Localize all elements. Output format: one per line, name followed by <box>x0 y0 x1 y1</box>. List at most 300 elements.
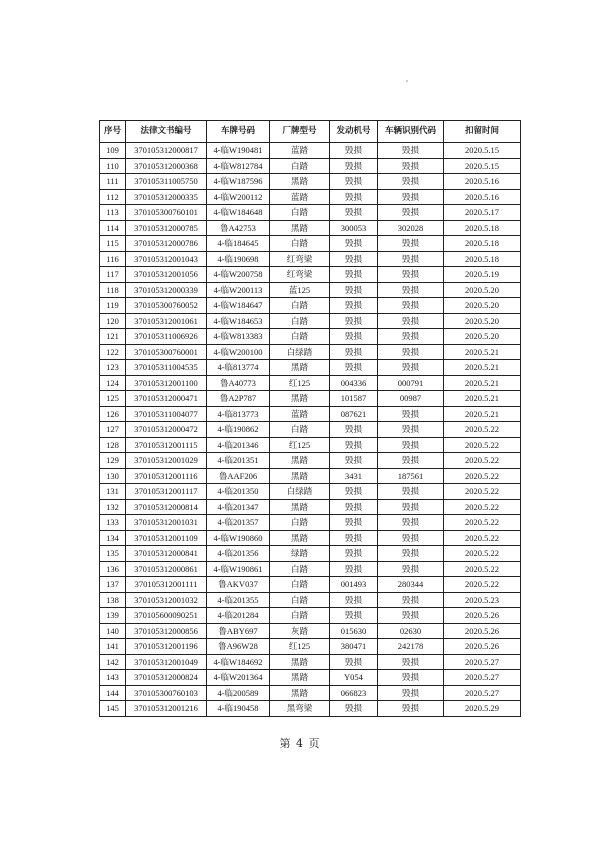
vin-cell: 毁损 <box>378 654 444 670</box>
table-row <box>100 685 521 701</box>
plate-number-cell: 4-临W813383 <box>207 329 270 345</box>
plate-number-cell: 4-临W190861 <box>207 561 270 577</box>
vehicle-model-cell: 红弯梁 <box>270 267 330 283</box>
engine-number-cell: 毁损 <box>330 453 378 469</box>
document-number-cell: 370105312001117 <box>126 484 207 500</box>
vin-cell: 毁损 <box>378 422 444 438</box>
detention-date-cell: 2020.5.22 <box>444 499 521 515</box>
document-number-cell: 370105600090251 <box>126 608 207 624</box>
detention-date-cell: 2020.5.29 <box>444 701 521 717</box>
engine-number-cell: 毁损 <box>330 546 378 562</box>
vehicle-model-cell: 红125 <box>270 437 330 453</box>
plate-number-cell: 4-临190698 <box>207 251 270 267</box>
table-row <box>100 158 521 174</box>
plate-number-cell: 4-临201357 <box>207 515 270 531</box>
row-number-cell: 130 <box>100 468 126 484</box>
detention-date-cell: 2020.5.22 <box>444 577 521 593</box>
document-number-cell: 370105312000368 <box>126 158 207 174</box>
vin-cell: 毁损 <box>378 251 444 267</box>
engine-number-cell: 毁损 <box>330 360 378 376</box>
vehicle-model-cell: 灰踏 <box>270 623 330 639</box>
plate-number-cell: 4-临W184653 <box>207 313 270 329</box>
engine-number-cell: 066823 <box>330 685 378 701</box>
row-number-cell: 109 <box>100 143 126 159</box>
document-number-cell: 370105312000471 <box>126 391 207 407</box>
vin-cell: 毁损 <box>378 282 444 298</box>
row-number-cell: 120 <box>100 313 126 329</box>
detention-date-cell: 2020.5.15 <box>444 143 521 159</box>
engine-number-cell: 毁损 <box>330 701 378 717</box>
vehicle-model-cell: 蓝125 <box>270 282 330 298</box>
plate-number-cell: 4-临W200113 <box>207 282 270 298</box>
plate-number-cell: 4-临W200758 <box>207 267 270 283</box>
detention-date-cell: 2020.5.26 <box>444 639 521 655</box>
table-row <box>100 468 521 484</box>
document-number-cell: 370105312001043 <box>126 251 207 267</box>
vehicle-model-cell: 白踏 <box>270 313 330 329</box>
detention-date-cell: 2020.5.20 <box>444 298 521 314</box>
table-header-row <box>100 121 521 143</box>
vehicle-model-cell: 黑踏 <box>270 453 330 469</box>
header-cell: 车辆识别代码 <box>378 121 444 143</box>
plate-number-cell: 4-临201351 <box>207 453 270 469</box>
table-row <box>100 375 521 391</box>
engine-number-cell: 毁损 <box>330 422 378 438</box>
vehicle-model-cell: 黑弯梁 <box>270 701 330 717</box>
vin-cell: 毁损 <box>378 701 444 717</box>
engine-number-cell: 毁损 <box>330 608 378 624</box>
row-number-cell: 135 <box>100 546 126 562</box>
vin-cell: 242178 <box>378 639 444 655</box>
table-row <box>100 344 521 360</box>
vin-cell: 毁损 <box>378 174 444 190</box>
detention-date-cell: 2020.5.21 <box>444 360 521 376</box>
row-number-cell: 121 <box>100 329 126 345</box>
detention-date-cell: 2020.5.19 <box>444 267 521 283</box>
document-number-cell: 370105312000824 <box>126 670 207 686</box>
vehicle-model-cell: 蓝踏 <box>270 406 330 422</box>
document-number-cell: 370105312000335 <box>126 189 207 205</box>
plate-number-cell: 4-临201355 <box>207 592 270 608</box>
detention-date-cell: 2020.5.23 <box>444 592 521 608</box>
table-row <box>100 701 521 717</box>
vin-cell: 毁损 <box>378 608 444 624</box>
document-number-cell: 370105312001031 <box>126 515 207 531</box>
detention-date-cell: 2020.5.22 <box>444 546 521 562</box>
detention-date-cell: 2020.5.18 <box>444 236 521 252</box>
plate-number-cell: 4-临W190860 <box>207 530 270 546</box>
document-number-cell: 370105312001216 <box>126 701 207 717</box>
header-cell: 车牌号码 <box>207 121 270 143</box>
table-row <box>100 577 521 593</box>
table-row <box>100 422 521 438</box>
engine-number-cell: 毁损 <box>330 484 378 500</box>
plate-number-cell: 鲁A96W28 <box>207 639 270 655</box>
table-row <box>100 236 521 252</box>
row-number-cell: 129 <box>100 453 126 469</box>
detention-date-cell: 2020.5.21 <box>444 344 521 360</box>
vehicle-model-cell: 白绿踏 <box>270 344 330 360</box>
table-row <box>100 608 521 624</box>
table-row <box>100 189 521 205</box>
document-number-cell: 370105300760103 <box>126 685 207 701</box>
detention-date-cell: 2020.5.22 <box>444 422 521 438</box>
vehicle-model-cell: 白绿踏 <box>270 484 330 500</box>
vin-cell: 毁损 <box>378 344 444 360</box>
vehicle-model-cell: 蓝踏 <box>270 189 330 205</box>
vehicle-model-cell: 黑踏 <box>270 220 330 236</box>
vin-cell: 毁损 <box>378 484 444 500</box>
vin-cell: 毁损 <box>378 298 444 314</box>
table-row <box>100 670 521 686</box>
vehicle-model-cell: 白踏 <box>270 236 330 252</box>
table-row <box>100 267 521 283</box>
detention-date-cell: 2020.5.20 <box>444 282 521 298</box>
row-number-cell: 143 <box>100 670 126 686</box>
row-number-cell: 112 <box>100 189 126 205</box>
detention-date-cell: 2020.5.26 <box>444 608 521 624</box>
detention-date-cell: 2020.5.16 <box>444 189 521 205</box>
plate-number-cell: 4-临W184692 <box>207 654 270 670</box>
detention-date-cell: 2020.5.20 <box>444 329 521 345</box>
document-number-cell: 370105312000785 <box>126 220 207 236</box>
plate-number-cell: 鲁A2P787 <box>207 391 270 407</box>
engine-number-cell: 毁损 <box>330 205 378 221</box>
document-number-cell: 370105312001029 <box>126 453 207 469</box>
vehicle-model-cell: 红125 <box>270 375 330 391</box>
vin-cell: 毁损 <box>378 313 444 329</box>
detention-date-cell: 2020.5.16 <box>444 174 521 190</box>
plate-number-cell: 4-临W201364 <box>207 670 270 686</box>
vehicle-model-cell: 黑踏 <box>270 468 330 484</box>
table-row <box>100 530 521 546</box>
document-number-cell: 370105312001115 <box>126 437 207 453</box>
row-number-cell: 125 <box>100 391 126 407</box>
table-row <box>100 174 521 190</box>
document-number-cell: 370105312000786 <box>126 236 207 252</box>
plate-number-cell: 4-临201284 <box>207 608 270 624</box>
detention-date-cell: 2020.5.22 <box>444 437 521 453</box>
vehicle-model-cell: 白踏 <box>270 515 330 531</box>
detention-date-cell: 2020.5.22 <box>444 484 521 500</box>
row-number-cell: 141 <box>100 639 126 655</box>
vehicle-model-cell: 白踏 <box>270 592 330 608</box>
header-cell: 法律文书编号 <box>126 121 207 143</box>
row-number-cell: 111 <box>100 174 126 190</box>
vehicle-model-cell: 白踏 <box>270 577 330 593</box>
table-row <box>100 391 521 407</box>
vin-cell: 毁损 <box>378 236 444 252</box>
row-number-cell: 128 <box>100 437 126 453</box>
vehicle-model-cell: 黑踏 <box>270 530 330 546</box>
table-row <box>100 654 521 670</box>
document-number-cell: 370105312000817 <box>126 143 207 159</box>
vehicle-model-cell: 蓝踏 <box>270 143 330 159</box>
engine-number-cell: 毁损 <box>330 344 378 360</box>
vehicle-model-cell: 黑踏 <box>270 685 330 701</box>
table-row <box>100 143 521 159</box>
vehicle-model-cell: 黑踏 <box>270 654 330 670</box>
table-row <box>100 406 521 422</box>
vehicle-model-cell: 白踏 <box>270 422 330 438</box>
document-number-cell: 370105311004077 <box>126 406 207 422</box>
document-number-cell: 370105312001049 <box>126 654 207 670</box>
vehicle-model-cell: 白踏 <box>270 205 330 221</box>
row-number-cell: 119 <box>100 298 126 314</box>
row-number-cell: 134 <box>100 530 126 546</box>
table-body <box>100 143 521 717</box>
vin-cell: 毁损 <box>378 360 444 376</box>
row-number-cell: 123 <box>100 360 126 376</box>
table-row <box>100 499 521 515</box>
table-row <box>100 251 521 267</box>
vin-cell: 毁损 <box>378 685 444 701</box>
document-number-cell: 370105311004535 <box>126 360 207 376</box>
detention-date-cell: 2020.5.26 <box>444 623 521 639</box>
row-number-cell: 132 <box>100 499 126 515</box>
document-number-cell: 370105312001196 <box>126 639 207 655</box>
plate-number-cell: 4-临184645 <box>207 236 270 252</box>
table-row <box>100 360 521 376</box>
document-number-cell: 370105311005750 <box>126 174 207 190</box>
detention-date-cell: 2020.5.15 <box>444 158 521 174</box>
row-number-cell: 131 <box>100 484 126 500</box>
engine-number-cell: 毁损 <box>330 267 378 283</box>
vin-cell: 00987 <box>378 391 444 407</box>
vin-cell: 280344 <box>378 577 444 593</box>
document-number-cell: 370105312001061 <box>126 313 207 329</box>
vin-cell: 302028 <box>378 220 444 236</box>
vehicle-model-cell: 白踏 <box>270 158 330 174</box>
detention-date-cell: 2020.5.27 <box>444 654 521 670</box>
page-number: 第 4 页 <box>279 737 321 750</box>
engine-number-cell: Y054 <box>330 670 378 686</box>
vehicle-model-cell: 白踏 <box>270 298 330 314</box>
vehicle-model-cell: 绿踏 <box>270 546 330 562</box>
engine-number-cell: 毁损 <box>330 592 378 608</box>
engine-number-cell: 毁损 <box>330 236 378 252</box>
vehicle-model-cell: 白踏 <box>270 608 330 624</box>
plate-number-cell: 4-临W812784 <box>207 158 270 174</box>
detention-date-cell: 2020.5.22 <box>444 453 521 469</box>
plate-number-cell: 4-临W187596 <box>207 174 270 190</box>
table-row <box>100 639 521 655</box>
detention-date-cell: 2020.5.22 <box>444 515 521 531</box>
vin-cell: 毁损 <box>378 158 444 174</box>
engine-number-cell: 300053 <box>330 220 378 236</box>
engine-number-cell: 毁损 <box>330 654 378 670</box>
document-number-cell: 370105312000339 <box>126 282 207 298</box>
vin-cell: 02630 <box>378 623 444 639</box>
table-row <box>100 220 521 236</box>
row-number-cell: 126 <box>100 406 126 422</box>
vehicle-model-cell: 白踏 <box>270 561 330 577</box>
header-cell: 厂牌型号 <box>270 121 330 143</box>
vehicle-model-cell: 黑踏 <box>270 360 330 376</box>
header-cell: 序号 <box>100 121 126 143</box>
engine-number-cell: 380471 <box>330 639 378 655</box>
vin-cell: 187561 <box>378 468 444 484</box>
row-number-cell: 118 <box>100 282 126 298</box>
vehicle-model-cell: 白踏 <box>270 329 330 345</box>
engine-number-cell: 毁损 <box>330 499 378 515</box>
vin-cell: 毁损 <box>378 143 444 159</box>
engine-number-cell: 087621 <box>330 406 378 422</box>
document-number-cell: 370105312001056 <box>126 267 207 283</box>
document-number-cell: 370105300760001 <box>126 344 207 360</box>
detention-date-cell: 2020.5.20 <box>444 313 521 329</box>
engine-number-cell: 毁损 <box>330 143 378 159</box>
engine-number-cell: 毁损 <box>330 298 378 314</box>
plate-number-cell: 4-临201347 <box>207 499 270 515</box>
vehicle-model-cell: 黑踏 <box>270 174 330 190</box>
header-cell: 发动机号 <box>330 121 378 143</box>
engine-number-cell: 毁损 <box>330 313 378 329</box>
row-number-cell: 122 <box>100 344 126 360</box>
engine-number-cell: 015630 <box>330 623 378 639</box>
document-number-cell: 370105300760101 <box>126 205 207 221</box>
vin-cell: 毁损 <box>378 670 444 686</box>
table-row <box>100 484 521 500</box>
table-row <box>100 515 521 531</box>
plate-number-cell: 4-临201356 <box>207 546 270 562</box>
row-number-cell: 138 <box>100 592 126 608</box>
table-row <box>100 561 521 577</box>
plate-number-cell: 4-临190458 <box>207 701 270 717</box>
table-row <box>100 205 521 221</box>
vin-cell: 毁损 <box>378 515 444 531</box>
detention-date-cell: 2020.5.22 <box>444 530 521 546</box>
table-row <box>100 453 521 469</box>
vehicle-model-cell: 黑踏 <box>270 499 330 515</box>
row-number-cell: 124 <box>100 375 126 391</box>
detention-date-cell: 2020.5.22 <box>444 561 521 577</box>
document-number-cell: 370105312001116 <box>126 468 207 484</box>
document-number-cell: 370105311006926 <box>126 329 207 345</box>
plate-number-cell: 4-临813773 <box>207 406 270 422</box>
engine-number-cell: 毁损 <box>330 515 378 531</box>
document-number-cell: 370105300760052 <box>126 298 207 314</box>
document-number-cell: 370105312000841 <box>126 546 207 562</box>
vehicle-model-cell: 黑踏 <box>270 391 330 407</box>
document-number-cell: 370105312001100 <box>126 375 207 391</box>
document-number-cell: 370105312001111 <box>126 577 207 593</box>
vin-cell: 毁损 <box>378 546 444 562</box>
row-number-cell: 140 <box>100 623 126 639</box>
detention-date-cell: 2020.5.22 <box>444 468 521 484</box>
row-number-cell: 133 <box>100 515 126 531</box>
table-row <box>100 592 521 608</box>
vin-cell: 毁损 <box>378 189 444 205</box>
plate-number-cell: 鲁AAF206 <box>207 468 270 484</box>
detention-date-cell: 2020.5.21 <box>444 391 521 407</box>
engine-number-cell: 毁损 <box>330 329 378 345</box>
vin-cell: 毁损 <box>378 329 444 345</box>
plate-number-cell: 4-临201346 <box>207 437 270 453</box>
plate-number-cell: 4-临W184648 <box>207 205 270 221</box>
detention-date-cell: 2020.5.21 <box>444 375 521 391</box>
row-number-cell: 139 <box>100 608 126 624</box>
engine-number-cell: 毁损 <box>330 282 378 298</box>
engine-number-cell: 101587 <box>330 391 378 407</box>
table-row <box>100 282 521 298</box>
document-number-cell: 370105312000856 <box>126 623 207 639</box>
engine-number-cell: 001493 <box>330 577 378 593</box>
vin-cell: 毁损 <box>378 561 444 577</box>
row-number-cell: 114 <box>100 220 126 236</box>
plate-number-cell: 4-临200589 <box>207 685 270 701</box>
plate-number-cell: 4-临W184647 <box>207 298 270 314</box>
document-number-cell: 370105312001032 <box>126 592 207 608</box>
vin-cell: 毁损 <box>378 592 444 608</box>
table-row <box>100 546 521 562</box>
engine-number-cell: 毁损 <box>330 189 378 205</box>
vehicle-model-cell: 红弯梁 <box>270 251 330 267</box>
detention-date-cell: 2020.5.18 <box>444 251 521 267</box>
header-cell: 扣留时间 <box>444 121 521 143</box>
row-number-cell: 136 <box>100 561 126 577</box>
vehicle-model-cell: 黑踏 <box>270 670 330 686</box>
table-row <box>100 329 521 345</box>
vin-cell: 毁损 <box>378 205 444 221</box>
plate-number-cell: 4-临W200112 <box>207 189 270 205</box>
vin-cell: 毁损 <box>378 499 444 515</box>
plate-number-cell: 鲁A42753 <box>207 220 270 236</box>
vin-cell: 毁损 <box>378 453 444 469</box>
plate-number-cell: 4-临813774 <box>207 360 270 376</box>
plate-number-cell: 鲁ABY697 <box>207 623 270 639</box>
document-number-cell: 370105312000472 <box>126 422 207 438</box>
row-number-cell: 117 <box>100 267 126 283</box>
row-number-cell: 142 <box>100 654 126 670</box>
row-number-cell: 137 <box>100 577 126 593</box>
plate-number-cell: 鲁AKV037 <box>207 577 270 593</box>
engine-number-cell: 004336 <box>330 375 378 391</box>
detention-date-cell: 2020.5.18 <box>444 220 521 236</box>
detention-date-cell: 2020.5.27 <box>444 685 521 701</box>
plate-number-cell: 4-临W190481 <box>207 143 270 159</box>
row-number-cell: 116 <box>100 251 126 267</box>
detention-date-cell: 2020.5.27 <box>444 670 521 686</box>
detention-date-cell: 2020.5.21 <box>444 406 521 422</box>
detention-register-table <box>99 120 521 717</box>
row-number-cell: 127 <box>100 422 126 438</box>
engine-number-cell: 毁损 <box>330 158 378 174</box>
vin-cell: 毁损 <box>378 406 444 422</box>
row-number-cell: 115 <box>100 236 126 252</box>
vin-cell: 毁损 <box>378 267 444 283</box>
engine-number-cell: 毁损 <box>330 530 378 546</box>
plate-number-cell: 鲁A40773 <box>207 375 270 391</box>
document-number-cell: 370105312000861 <box>126 561 207 577</box>
plate-number-cell: 4-临W200100 <box>207 344 270 360</box>
vin-cell: 毁损 <box>378 437 444 453</box>
row-number-cell: 145 <box>100 701 126 717</box>
engine-number-cell: 毁损 <box>330 251 378 267</box>
plate-number-cell: 4-临201350 <box>207 484 270 500</box>
vin-cell: 000791 <box>378 375 444 391</box>
row-number-cell: 113 <box>100 205 126 221</box>
scan-speck <box>406 80 408 82</box>
table-row <box>100 437 521 453</box>
table-row <box>100 298 521 314</box>
row-number-cell: 144 <box>100 685 126 701</box>
detention-date-cell: 2020.5.17 <box>444 205 521 221</box>
engine-number-cell: 毁损 <box>330 561 378 577</box>
document-number-cell: 370105312000814 <box>126 499 207 515</box>
vin-cell: 毁损 <box>378 530 444 546</box>
engine-number-cell: 毁损 <box>330 437 378 453</box>
